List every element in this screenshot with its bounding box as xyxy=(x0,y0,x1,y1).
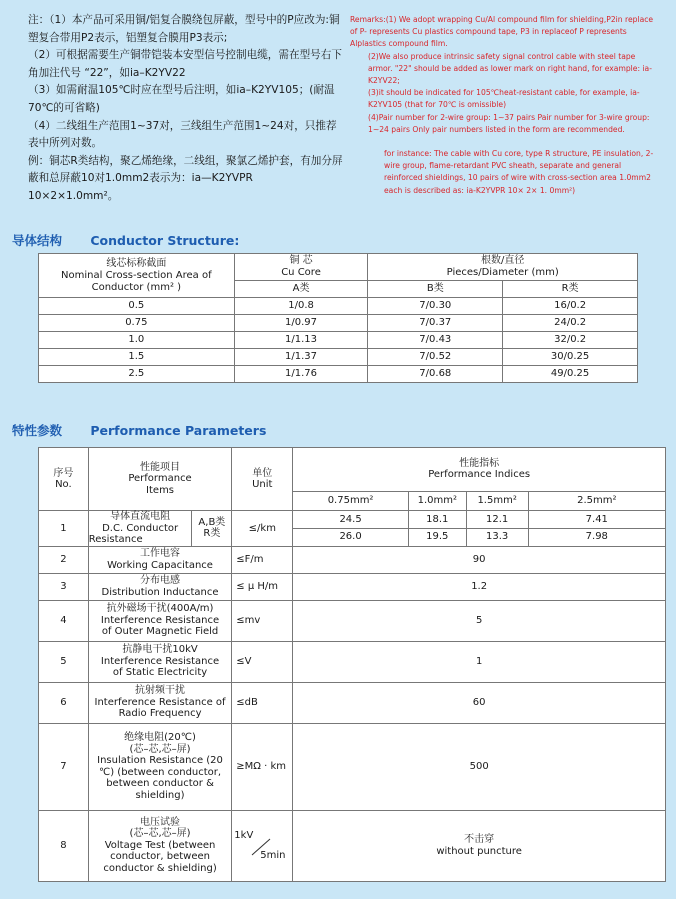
header-item xyxy=(88,448,232,511)
item-cn: 抗静电干扰10kV xyxy=(122,644,198,656)
class-r: R类 xyxy=(203,528,221,540)
note-en-4: (4)Pair number for 2-wire group: 1~37 pairs Pair number for 3-wire group: 1~24 pairs Only pair numbers listed in the form are recommended. xyxy=(368,112,650,134)
unit-kv: 1kV xyxy=(234,829,254,841)
item-en: Interference Resistance of xyxy=(94,696,226,708)
header-pieces-en: Pieces/Diameter (mm) xyxy=(446,267,559,278)
row-no: 2 xyxy=(39,546,89,573)
value-cn: 不击穿 xyxy=(464,834,495,845)
table-row xyxy=(39,723,666,810)
table-row xyxy=(39,332,638,349)
row-no: 3 xyxy=(39,573,89,600)
size-2-5: 2.5mm² xyxy=(528,491,665,510)
table-row xyxy=(39,546,666,573)
size-1-5: 1.5mm² xyxy=(466,491,528,510)
performance-table xyxy=(38,447,666,882)
cell-b: 7/0.52 xyxy=(368,349,503,366)
table-row xyxy=(39,573,666,600)
row-no: 8 xyxy=(39,810,89,881)
item-en: of Outer Magnetic Field xyxy=(101,626,219,638)
item-cn: 工作电容 xyxy=(140,548,181,559)
performance-title-cn: 特性参数 xyxy=(12,423,63,438)
class-ab: A,B类 xyxy=(198,516,226,528)
row-unit: ≤mv xyxy=(232,600,293,641)
item-en: shielding) xyxy=(135,789,185,801)
cell-a: 1/1.76 xyxy=(234,366,368,383)
cell-value: 1 xyxy=(293,641,666,682)
notes-english xyxy=(350,14,662,197)
header-indices-en: Performance Indices xyxy=(428,469,531,481)
row-unit: ≤/km xyxy=(232,511,293,547)
table-row xyxy=(39,682,666,723)
row-no: 4 xyxy=(39,600,89,641)
row-no: 7 xyxy=(39,723,89,810)
header-unit xyxy=(232,448,293,511)
header-core-cn: 铜 芯 xyxy=(289,255,313,266)
item-en: Voltage Test (between xyxy=(104,839,216,851)
unit-min: 5min xyxy=(260,849,286,861)
row-no: 1 xyxy=(39,511,89,547)
header-core xyxy=(234,254,368,281)
item-en: of Static Electricity xyxy=(112,667,208,679)
row-unit: ≤dB xyxy=(232,682,293,723)
header-unit-en: Unit xyxy=(252,479,273,490)
row-unit: ≤F/m xyxy=(232,546,293,573)
row-item xyxy=(88,511,192,547)
header-item-cn: 性能项目 xyxy=(140,461,181,473)
item-cn: 抗射频干扰 xyxy=(135,685,186,697)
cell-value: 90 xyxy=(293,546,666,573)
voltage-test-unit xyxy=(232,826,292,866)
note-cn-1: 注：（1）本产品可采用铜/铝复合膜绕包屏蔽，型号中的P应改为:铜塑复合带用P2表示，铝塑复合膜用P3表示; xyxy=(28,14,340,44)
table-row xyxy=(39,298,638,315)
note-cn-4: （4）二线组生产范围1~37对，三线组生产范围1~24对，只推荐表中所列对数。 xyxy=(28,119,337,150)
item-en2: Resistance xyxy=(88,534,143,545)
table-row xyxy=(39,366,638,383)
cell-value: 26.0 xyxy=(293,528,409,546)
header-no xyxy=(39,448,89,511)
table-row xyxy=(39,641,666,682)
item-en: (芯–芯,芯–屏) xyxy=(129,828,191,840)
cell-value: 19.5 xyxy=(408,528,466,546)
item-en: Distribution Inductance xyxy=(101,586,219,598)
item-en: (芯–芯,芯–屏) xyxy=(129,743,191,755)
conductor-title-en: Conductor Structure: xyxy=(90,233,240,248)
value-en: without puncture xyxy=(436,845,522,857)
header-indices xyxy=(293,448,666,492)
perf-header-row xyxy=(39,448,666,492)
item-cn: 导体直流电阻 xyxy=(110,511,171,522)
cell-value: 12.1 xyxy=(466,511,528,529)
performance-section-title xyxy=(12,421,266,439)
item-en1: D.C. Conductor xyxy=(102,522,179,534)
note-en-3: (3)it should be indicated for 105℃heat-resistant cable, for example, ia-K2YV105 (that for 70℃ is omissible) xyxy=(368,88,640,110)
cell-value xyxy=(293,810,666,881)
conductor-section-title xyxy=(12,231,239,249)
cell-value: 60 xyxy=(293,682,666,723)
header-unit-cn: 单位 xyxy=(252,467,273,479)
header-item-en1: Performance xyxy=(128,473,192,485)
header-area-en2: Conductor (mm² ) xyxy=(91,281,182,293)
cell-b: 7/0.30 xyxy=(368,298,503,315)
note-cn-2: （2）可根据需要生产铜带铠装本安型信号控制电缆，需在型号右下角加注代号 “22”，如ia–K2YV22 xyxy=(28,49,342,79)
cell-area: 2.5 xyxy=(39,366,235,383)
row-class xyxy=(192,511,232,547)
row-unit xyxy=(232,810,293,881)
header-class-r: R类 xyxy=(503,281,638,298)
cell-r: 32/0.2 xyxy=(503,332,638,349)
cell-value: 500 xyxy=(293,723,666,810)
cell-value: 13.3 xyxy=(466,528,528,546)
item-en: conductor, between xyxy=(110,851,210,863)
cell-value: 1.2 xyxy=(293,573,666,600)
row-unit: ≤V xyxy=(232,641,293,682)
cell-value: 18.1 xyxy=(408,511,466,529)
note-cn-3: （3）如需耐温105℃时应在型号后注明，如ia–K2YV105；(耐温70℃的可省略) xyxy=(28,84,335,114)
notes-chinese xyxy=(28,12,346,206)
cell-r: 49/0.25 xyxy=(503,366,638,383)
row-item xyxy=(88,573,232,600)
cell-r: 24/0.2 xyxy=(503,315,638,332)
header-no-cn: 序号 xyxy=(53,467,74,479)
header-pieces-cn: 根数/直径 xyxy=(481,255,525,266)
size-0-75: 0.75mm² xyxy=(293,491,409,510)
header-pieces xyxy=(368,254,638,281)
cell-b: 7/0.37 xyxy=(368,315,503,332)
item-en: Insulation Resistance (20 xyxy=(97,755,223,766)
header-indices-cn: 性能指标 xyxy=(459,457,500,469)
table-row xyxy=(39,600,666,641)
item-en: conductor & shielding) xyxy=(103,862,217,874)
row-unit: ≤ μ H/m xyxy=(232,573,293,600)
item-en: Interference Resistance xyxy=(100,614,220,626)
row-no: 6 xyxy=(39,682,89,723)
item-en: Interference Resistance xyxy=(100,655,220,667)
cell-area: 0.75 xyxy=(39,315,235,332)
note-cn-5: 例：铜芯R类结构，聚乙烯绝缘，二线组，聚氯乙烯护套，有加分屏蔽和总屏蔽10对1.0mm2表示为：ia—K2YVPR 10×2×1.0mm²。 xyxy=(28,154,343,202)
cell-b: 7/0.68 xyxy=(368,366,503,383)
table-row xyxy=(39,315,638,332)
row-no: 5 xyxy=(39,641,89,682)
note-en-2: (2)We also produce intrinsic safety signal control cable with steel tape armor. "22" should be added as lower mark on right hand, for example: ia-K2YV22; xyxy=(368,51,652,86)
note-en-1: Remarks:(1) We adopt wrapping Cu/Al compound film for shielding,P2in replace of P- represents Cu plastics compound tape, P3 in replaceof P represents Alplastics compound film. xyxy=(350,15,654,49)
item-cn: 绝缘电阻(20℃) xyxy=(124,732,196,743)
header-area-cn: 线芯标称截面 xyxy=(106,257,167,269)
cell-r: 16/0.2 xyxy=(503,298,638,315)
header-no-en: No. xyxy=(55,479,72,490)
cell-r: 30/0.25 xyxy=(503,349,638,366)
performance-title-en: Performance Parameters xyxy=(90,423,267,438)
header-item-en2: Items xyxy=(146,484,175,496)
header-area-en1: Nominal Cross-section Area of xyxy=(61,269,212,281)
cell-value: 7.41 xyxy=(528,511,665,529)
header-class-b: B类 xyxy=(368,281,503,298)
table-row xyxy=(39,810,666,881)
cell-a: 1/0.8 xyxy=(234,298,368,315)
item-cn: 分布电感 xyxy=(140,575,181,586)
item-cn: 抗外磁场干扰(400A/m) xyxy=(106,603,214,615)
conductor-header-row xyxy=(39,254,638,281)
table-row xyxy=(39,349,638,366)
header-class-a: A类 xyxy=(234,281,368,298)
conductor-title-cn: 导体结构 xyxy=(12,233,63,248)
cell-a: 1/0.97 xyxy=(234,315,368,332)
cell-area: 0.5 xyxy=(39,298,235,315)
cell-value: 5 xyxy=(293,600,666,641)
cell-a: 1/1.37 xyxy=(234,349,368,366)
item-cn: 电压试验 xyxy=(140,816,181,828)
cell-area: 1.5 xyxy=(39,349,235,366)
cell-area: 1.0 xyxy=(39,332,235,349)
row-item xyxy=(88,641,232,682)
header-area xyxy=(39,254,235,298)
row-item xyxy=(88,600,232,641)
item-en: ℃) (between conductor, xyxy=(98,766,222,778)
item-en: Working Capacitance xyxy=(107,559,213,571)
item-en: between conductor & xyxy=(106,778,214,789)
row-unit: ≥MΩ · km xyxy=(232,723,293,810)
item-en: Radio Frequency xyxy=(118,708,202,720)
note-en-5: for instance: The cable with Cu core, type R structure, PE insulation, 2-wire group, flame-retardant PVC sheath, separate and general reinforced shieldings, 10 pairs of wire with cross-section area 1.0mm2 each is described as: ia-K2YVPR 10× 2× 1. 0mm²) xyxy=(384,149,654,195)
table-row xyxy=(39,511,666,529)
cell-value: 24.5 xyxy=(293,511,409,529)
row-item xyxy=(88,810,232,881)
row-item xyxy=(88,546,232,573)
cell-b: 7/0.43 xyxy=(368,332,503,349)
row-item xyxy=(88,682,232,723)
header-core-en: Cu Core xyxy=(281,267,321,278)
cell-value: 7.98 xyxy=(528,528,665,546)
row-item xyxy=(88,723,232,810)
cell-a: 1/1.13 xyxy=(234,332,368,349)
size-1-0: 1.0mm² xyxy=(408,491,466,510)
conductor-table xyxy=(38,253,638,383)
